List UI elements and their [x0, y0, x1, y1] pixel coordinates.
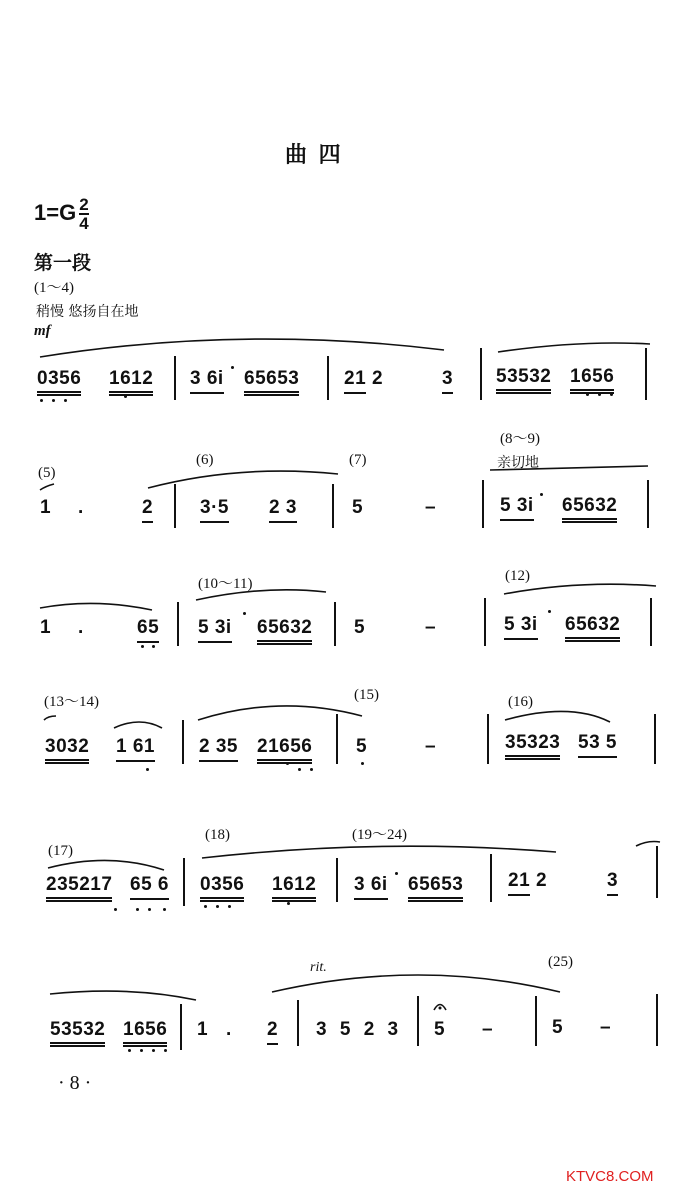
measure-number: (17) [48, 843, 73, 859]
note-group: 5 3i [500, 495, 534, 521]
ritardando-marking: rit. [310, 960, 327, 975]
note-group: 235217 [46, 874, 112, 902]
note-group: 21656 [257, 736, 312, 764]
note-group: – [482, 1019, 494, 1040]
measure-number: (5) [38, 465, 56, 481]
slur [636, 842, 660, 847]
note-group: 3 [607, 870, 618, 896]
note-group: 65653 [244, 368, 299, 396]
note-group: . [78, 617, 84, 638]
note-group: 2 [142, 497, 153, 523]
slur [196, 590, 326, 600]
piece-title: 曲 四 [285, 143, 343, 168]
note-group: 0356 [200, 874, 244, 902]
measure-number: (13～14) [44, 694, 99, 710]
note-group: 5 3i [504, 614, 538, 640]
measure-number: (16) [508, 694, 533, 710]
watermark: KTVC8.COM [566, 1168, 654, 1185]
slur [40, 484, 54, 490]
note-group: 3 5 2 3 [316, 1019, 403, 1040]
note-group: 1 [40, 617, 52, 638]
slur [148, 471, 338, 488]
slur [44, 716, 56, 720]
measure-number: (7) [349, 452, 367, 468]
page-number: · 8 · [58, 1072, 92, 1094]
tempo-marking: 稍慢 悠扬自在地 [36, 304, 139, 320]
note-group: 5 [434, 1019, 446, 1040]
note-group: 2 [267, 1019, 278, 1045]
measure-number: (10～11) [198, 576, 253, 592]
slur [202, 846, 556, 858]
note-group: 3 [442, 368, 453, 394]
section-label: 第一段 [34, 252, 92, 274]
note-group: 53 5 [578, 732, 617, 758]
note-group: 5 [352, 497, 364, 518]
note-group: 5 3i [198, 617, 232, 643]
slur [40, 603, 152, 610]
measure-number: (12) [505, 568, 530, 584]
note-group: 2 3 [269, 497, 297, 523]
slur [50, 991, 196, 1000]
measure-number: (25) [548, 954, 573, 970]
slur [490, 466, 648, 470]
note-group: – [600, 1017, 612, 1038]
slur [498, 343, 650, 352]
note-group: 65632 [562, 495, 617, 523]
time-denominator: 4 [79, 214, 89, 233]
note-group: 5 [356, 736, 368, 757]
note-group: 5 [552, 1017, 564, 1038]
note-group: 2 35 [199, 736, 238, 762]
note-group: 1656 [123, 1019, 167, 1047]
expression-marking: 亲切地 [497, 455, 539, 471]
note-group: 3 6i [354, 874, 388, 900]
note-group: 1 [40, 497, 52, 518]
measure-number: (8～9) [500, 431, 540, 447]
note-group: 3·5 [200, 497, 229, 523]
note-group: – [425, 617, 437, 638]
note-group: 65 6 [130, 874, 169, 900]
note-group: 65632 [565, 614, 620, 642]
note-group: 65653 [408, 874, 463, 902]
note-group: 35323 [505, 732, 560, 760]
note-group: – [425, 736, 437, 757]
note-group: 2 [372, 368, 384, 389]
fermata-dot [439, 1007, 442, 1010]
measure-number: (1～4) [34, 280, 74, 296]
note-group: 21 [508, 870, 530, 896]
note-group: 21 [344, 368, 366, 394]
note-group: 1612 [272, 874, 316, 902]
slur [114, 722, 162, 728]
slur [272, 975, 560, 992]
note-group: 3 6i [190, 368, 224, 394]
measure-number: (19～24) [352, 827, 407, 843]
key-label: 1=G [34, 199, 77, 225]
slur [504, 584, 656, 594]
note-group: 5 [354, 617, 366, 638]
measure-number: (6) [196, 452, 214, 468]
note-group: 0356 [37, 368, 81, 396]
note-group: . [226, 1019, 232, 1040]
note-group: 65632 [257, 617, 312, 645]
time-numerator: 2 [79, 195, 89, 214]
note-group: 1612 [109, 368, 153, 396]
note-group: 1 [197, 1019, 209, 1040]
note-group: 3032 [45, 736, 89, 764]
slur [40, 339, 444, 357]
measure-number: (15) [354, 687, 379, 703]
dynamic-marking: mf [34, 323, 51, 339]
note-group: 1 61 [116, 736, 155, 762]
note-group: 1656 [570, 366, 614, 394]
note-group: 53532 [50, 1019, 105, 1047]
note-group: – [425, 497, 437, 518]
slur [48, 860, 164, 870]
note-group: . [78, 497, 84, 518]
slur [198, 706, 362, 720]
note-group: 2 [536, 870, 548, 891]
slur [505, 711, 610, 722]
measure-number: (18) [205, 827, 230, 843]
note-group: 65 [137, 617, 159, 643]
note-group: 53532 [496, 366, 551, 394]
